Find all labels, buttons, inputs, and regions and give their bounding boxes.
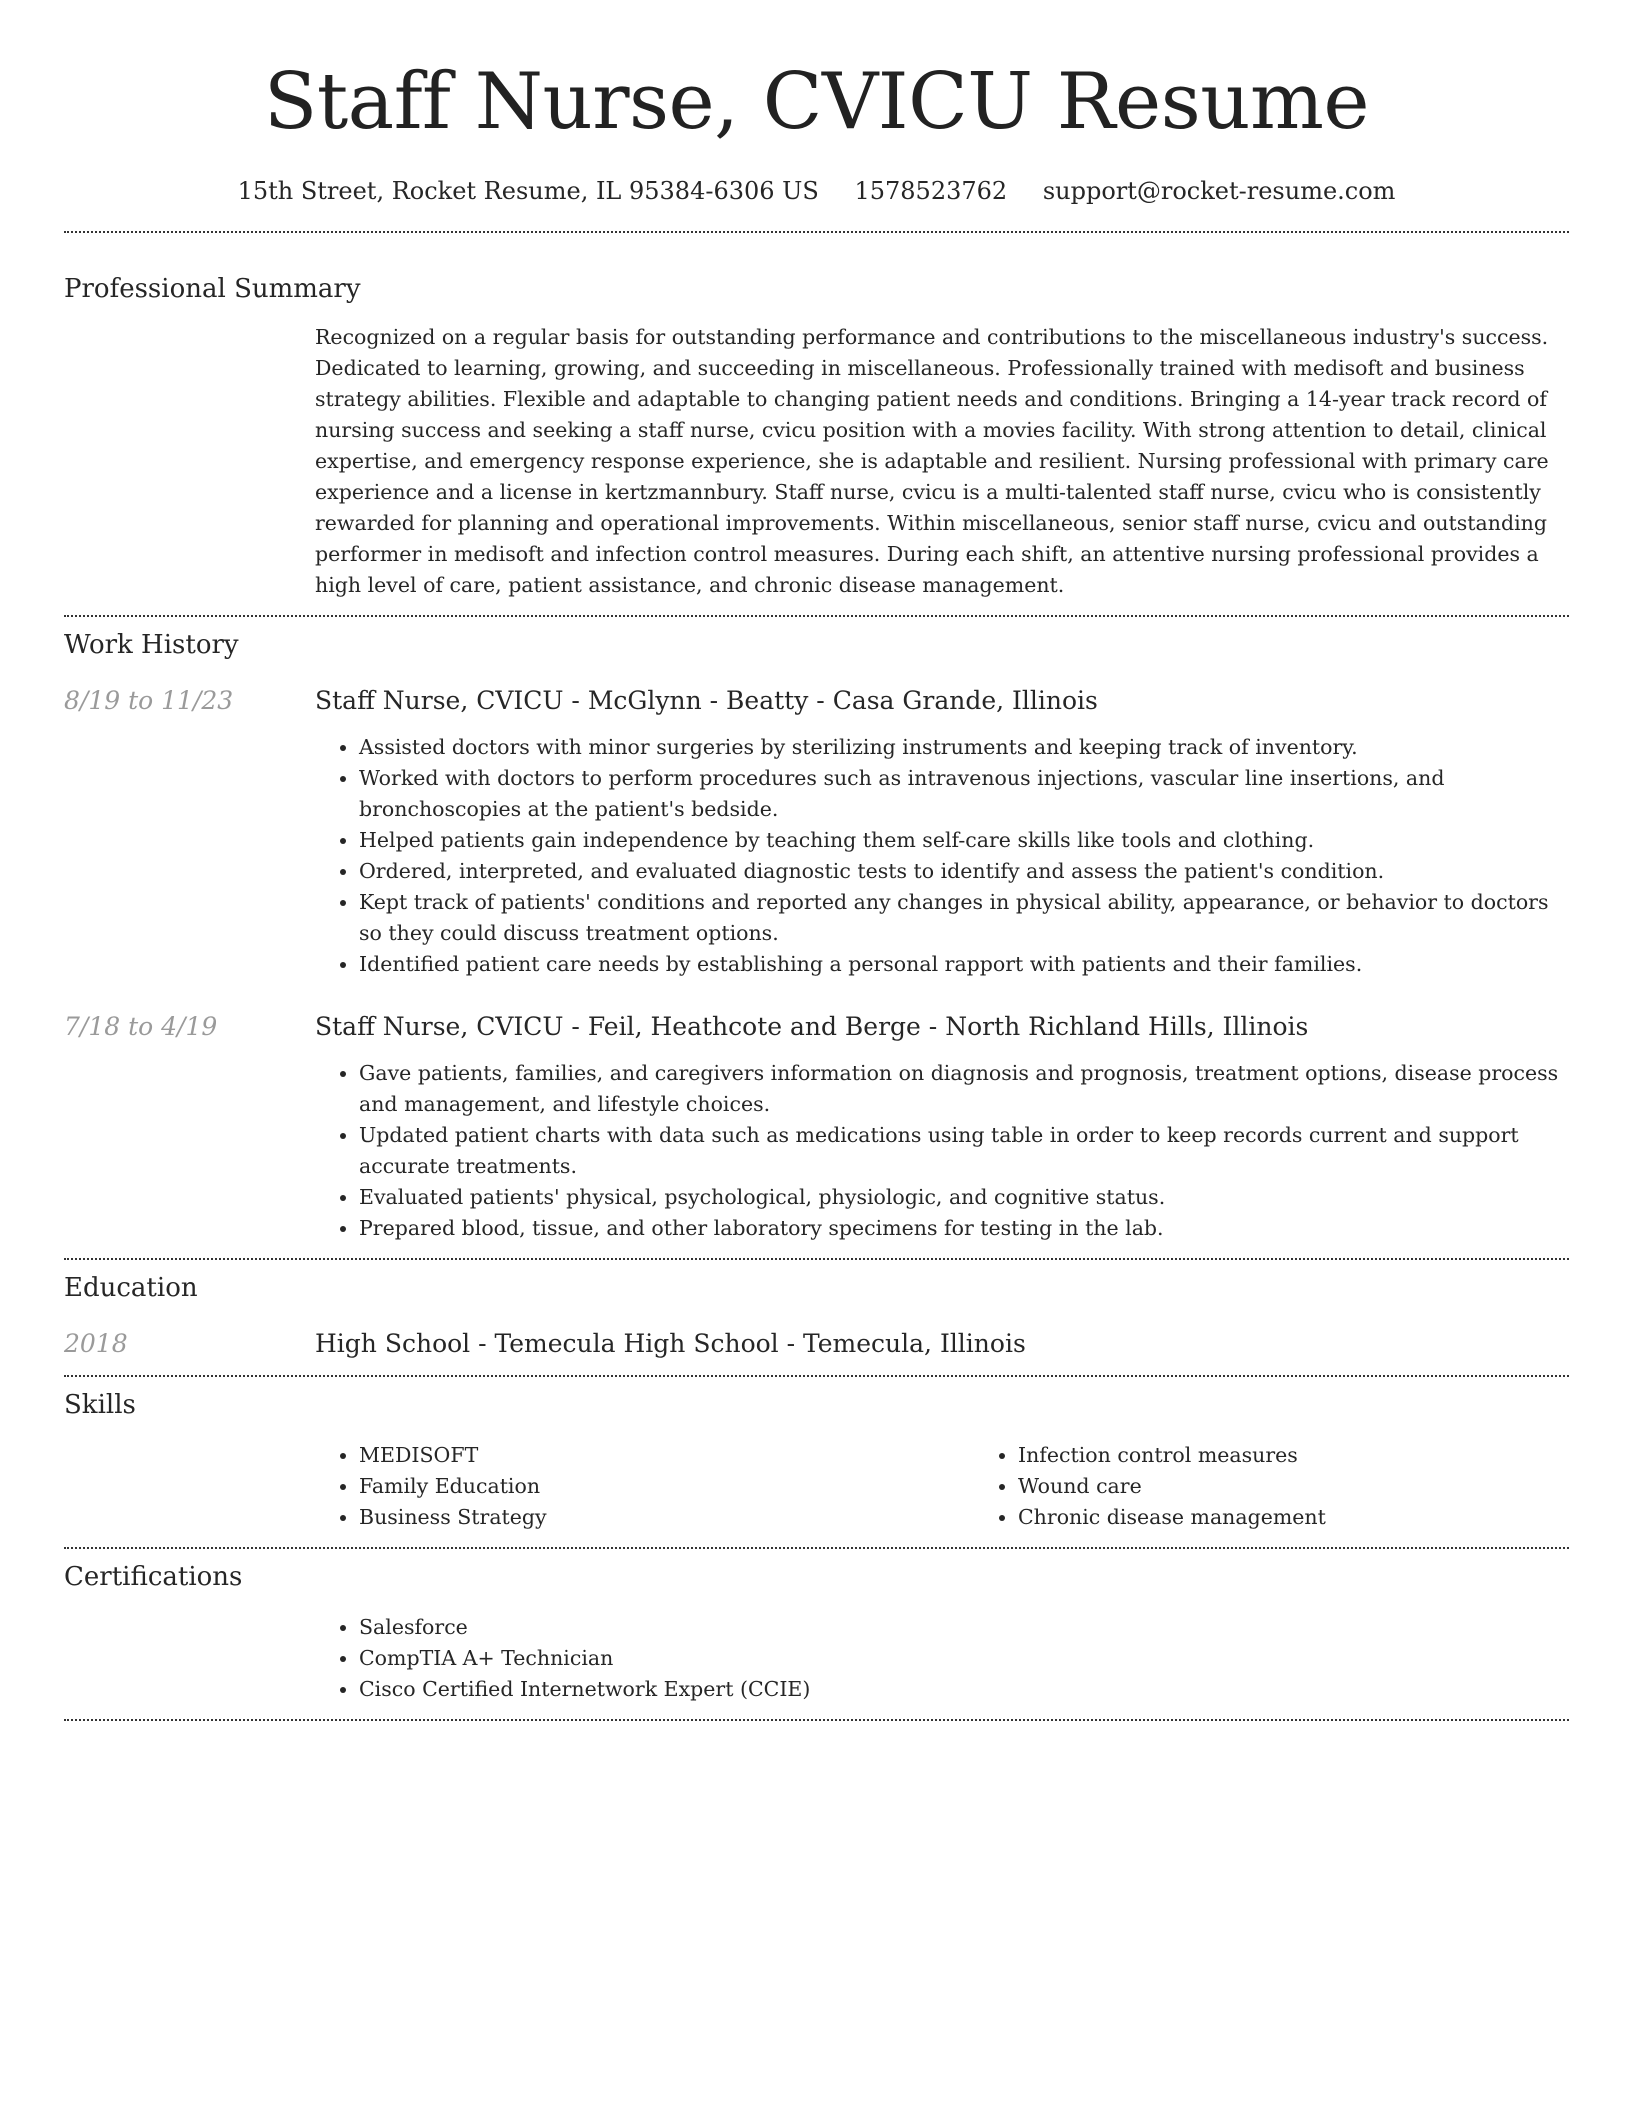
summary-text: Recognized on a regular basis for outstanding performance and contributions to the miscellaneous industry's success. Dedicated to learning, growing, and succeeding in miscellaneous. Professionally trained with medisoft and business strategy abilities. Flexible and adaptable to changing patient needs and conditions. Bringing a 14-year track record of nursing success and seeking a staff nurse, cvicu position with a movies facility. With strong attention to detail, clinical expertise, and emergency response experience, she is adaptable and resilient. Nursing professional with primary care experience and a license in kertzmannbury. Staff nurse, cvicu is a multi-talented staff nurse, cvicu who is consistently rewarded for planning and operational improvements. Within miscellaneous, senior staff nurse, cvicu and outstanding performer in medisoft and infection control measures. During each shift, an attentive nursing professional provides a high level of care, patient assistance, and chronic disease management. — [315, 325, 1549, 597]
job-title: Staff Nurse, CVICU - McGlynn - Beatty - Casa Grande, Illinois — [315, 686, 1098, 715]
job-bullet: • Ordered, interpreted, and evaluated diagnostic tests to identify and assess the patient's condition. — [359, 856, 1569, 887]
job-bullet: • Evaluated patients' physical, psychological, physiologic, and cognitive status. — [359, 1182, 1569, 1213]
section-divider — [64, 1258, 1569, 1260]
contact-address: 15th Street, Rocket Resume, IL 95384-6306 US — [237, 177, 819, 205]
certification-item: • CompTIA A+ Technician — [359, 1643, 1569, 1674]
work-history-section — [64, 628, 1569, 1244]
job-dates: 7/18 to 4/19 — [64, 1012, 218, 1041]
skill-item: • Family Education — [359, 1471, 974, 1502]
job-bullet: • Assisted doctors with minor surgeries by sterilizing instruments and keeping track of inventory. — [359, 732, 1569, 763]
skill-item: • Wound care — [1018, 1471, 1632, 1502]
job-bullet: • Kept track of patients' conditions and reported any changes in physical ability, appearance, or behavior to doctors so they could discuss treatment options. — [359, 887, 1569, 949]
education-entry — [64, 1327, 1569, 1361]
certifications-section — [64, 1560, 1569, 1705]
resume-title: Staff Nurse, CVICU Resume — [263, 57, 1370, 147]
skills-list-right — [974, 1440, 1632, 1533]
job-bullets — [315, 732, 1569, 980]
job-bullet: • Helped patients gain independence by teaching them self-care skills like tools and clothing. — [359, 825, 1569, 856]
skill-item: • Business Strategy — [359, 1502, 974, 1533]
skill-item: • Chronic disease management — [1018, 1502, 1632, 1533]
contact-email: support@rocket-resume.com — [1042, 177, 1396, 205]
section-divider — [64, 1375, 1569, 1377]
education-title: High School - Temecula High School - Temecula, Illinois — [315, 1329, 1026, 1358]
education-date: 2018 — [64, 1329, 128, 1358]
skills-heading: Skills — [64, 1390, 136, 1420]
job-bullet: • Updated patient charts with data such as medications using table in order to keep records current and support accurate treatments. — [359, 1120, 1569, 1182]
certifications-list — [315, 1612, 1569, 1705]
certification-item: • Salesforce — [359, 1612, 1569, 1643]
summary-heading: Professional Summary — [64, 274, 361, 304]
work-history-heading: Work History — [64, 630, 239, 660]
section-divider — [64, 1719, 1569, 1721]
job-bullet: • Gave patients, families, and caregivers information on diagnosis and prognosis, treatment options, disease process and management, and lifestyle choices. — [359, 1058, 1569, 1120]
job-bullet: • Identified patient care needs by establishing a personal rapport with patients and their families. — [359, 949, 1569, 980]
job-bullet: • Prepared blood, tissue, and other laboratory specimens for testing in the lab. — [359, 1213, 1569, 1244]
skill-item: • Infection control measures — [1018, 1440, 1632, 1471]
summary-section — [64, 272, 1569, 601]
resume-page — [64, 0, 1569, 1721]
skills-list-left — [315, 1440, 974, 1533]
education-section — [64, 1271, 1569, 1361]
contact-phone: 1578523762 — [854, 177, 1008, 205]
job-title: Staff Nurse, CVICU - Feil, Heathcote and Berge - North Richland Hills, Illinois — [315, 1012, 1309, 1041]
job-bullet: • Worked with doctors to perform procedures such as intravenous injections, vascular line insertions, and bronchoscopies at the patient's bedside. — [359, 763, 1569, 825]
education-heading: Education — [64, 1273, 198, 1303]
certification-item: • Cisco Certified Internetwork Expert (CCIE) — [359, 1674, 1569, 1705]
section-divider — [64, 231, 1569, 233]
section-divider — [64, 615, 1569, 617]
job-bullets — [315, 1058, 1569, 1244]
section-divider — [64, 1547, 1569, 1549]
contact-line — [64, 175, 1569, 207]
certifications-heading: Certifications — [64, 1562, 243, 1592]
job-dates: 8/19 to 11/23 — [64, 686, 234, 715]
job-entry — [64, 1010, 1569, 1244]
skills-section — [64, 1388, 1569, 1533]
job-entry — [64, 684, 1569, 980]
skill-item: • MEDISOFT — [359, 1440, 974, 1471]
